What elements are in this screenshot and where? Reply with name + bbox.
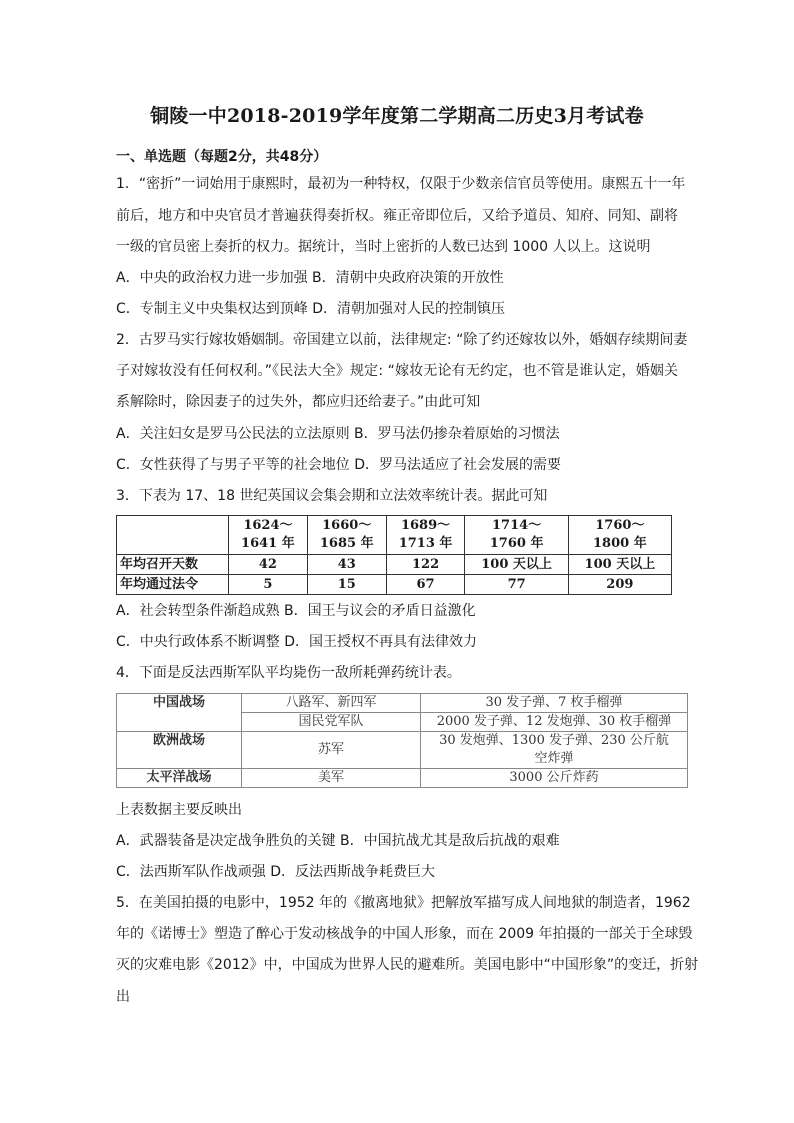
force-cell: 国民党军队 xyxy=(242,713,421,732)
area-china: 中国战场 xyxy=(117,694,242,732)
table-row xyxy=(117,555,672,575)
q2-options-cd[interactable]: C．女性获得了与男子平等的社会地位 D．罗马法适应了社会发展的需要 xyxy=(116,457,562,473)
table-cell: 42 xyxy=(229,555,308,575)
table-cell: 15 xyxy=(307,575,386,595)
parliament-table xyxy=(116,515,672,595)
table-cell: 122 xyxy=(386,555,465,575)
row-label: 年均通过法令 xyxy=(117,575,229,595)
ammo-cell: 30 发子弹、7 枚手榴弹 xyxy=(421,694,688,713)
area-europe: 欧洲战场 xyxy=(117,732,242,769)
table-cell: 77 xyxy=(465,575,568,595)
table-cell: 100 天以上 xyxy=(465,555,568,575)
q4-stem: 4．下面是反法西斯军队平均毙伤一敌所耗弹药统计表。 xyxy=(116,665,461,681)
q5-line-2: 年的《诺博士》塑造了醉心于发动核战争的中国人形象，而在 2009 年拍摄的一部关于全球毁 xyxy=(116,926,693,942)
table-header-cell: 1714～ 1760 年 xyxy=(465,516,568,555)
q3-options-cd[interactable]: C．中央行政体系不断调整 D．国王授权不再具有法律效力 xyxy=(116,634,478,650)
q3-stem: 3．下表为 17、18 世纪英国议会集会期和立法效率统计表。据此可知 xyxy=(116,488,548,504)
q4-options-cd[interactable]: C．法西斯军队作战顽强 D．反法西斯战争耗费巨大 xyxy=(116,864,436,880)
exam-title: 铜陵一中2018-2019学年度第二学期高二历史3月考试卷 xyxy=(150,105,644,127)
table-cell: 67 xyxy=(386,575,465,595)
q4-options-ab[interactable]: A．武器装备是决定战争胜负的关键 B．中国抗战尤其是敌后抗战的艰难 xyxy=(116,833,560,849)
q1-line-1: 1．“密折”一词始用于康熙时，最初为一种特权，仅限于少数亲信官员等使用。康熙五十一年 xyxy=(116,176,686,192)
table-corner-cell xyxy=(117,516,229,555)
q3-options-ab[interactable]: A．社会转型条件渐趋成熟 B．国王与议会的矛盾日益激化 xyxy=(116,603,476,619)
row-label: 年均召开天数 xyxy=(117,555,229,575)
q2-options-ab[interactable]: A．关注妇女是罗马公民法的立法原则 B．罗马法仍掺杂着原始的习惯法 xyxy=(116,426,560,442)
force-cell: 美军 xyxy=(242,769,421,788)
ammo-cell: 3000 公斤炸药 xyxy=(421,769,688,788)
force-cell: 八路军、新四军 xyxy=(242,694,421,713)
table-cell: 43 xyxy=(307,555,386,575)
force-cell: 苏军 xyxy=(242,732,421,769)
q1-options-ab[interactable]: A．中央的政治权力进一步加强 B．清朝中央政府决策的开放性 xyxy=(116,270,504,286)
q1-options-cd[interactable]: C．专制主义中央集权达到顶峰 D．清朝加强对人民的控制镇压 xyxy=(116,301,506,317)
q1-line-3: 一级的官员密上奏折的权力。据统计，当时上密折的人数已达到 1000 人以上。这说明 xyxy=(116,239,651,255)
table-row xyxy=(117,769,688,788)
q5-line-3: 灭的灾难电影《2012》中，中国成为世界人民的避难所。美国电影中“中国形象”的变迁，折射 xyxy=(116,957,699,973)
q2-line-1: 2．古罗马实行嫁妆婚姻制。帝国建立以前，法律规定: “除了约还嫁妆以外，婚姻存续期间妻 xyxy=(116,332,688,348)
q5-line-4: 出 xyxy=(116,989,130,1005)
q2-line-3: 系解除时，除因妻子的过失外，都应归还给妻子。”由此可知 xyxy=(116,394,481,410)
table-cell: 5 xyxy=(229,575,308,595)
ammunition-table xyxy=(116,693,688,788)
table-cell: 209 xyxy=(568,575,671,595)
table-row xyxy=(117,694,688,713)
q1-line-2: 前后，地方和中央官员才普遍获得奏折权。雍正帝即位后，又给予道员、知府、同知、副将 xyxy=(116,208,678,224)
table-header-cell: 1660～ 1685 年 xyxy=(307,516,386,555)
table-header-cell: 1760～ 1800 年 xyxy=(568,516,671,555)
table-cell: 100 天以上 xyxy=(568,555,671,575)
ammo-cell: 30 发炮弹、1300 发子弹、230 公斤航 空炸弹 xyxy=(421,732,688,769)
q2-line-2: 子对嫁妆没有任何权利。”《民法大全》规定: “嫁妆无论有无约定，也不管是谁认定，婚姻关 xyxy=(116,363,678,379)
table-row xyxy=(117,575,672,595)
q5-line-1: 5．在美国拍摄的电影中，1952 年的《撤离地狱》把解放军描写成人间地狱的制造者，1962 xyxy=(116,895,691,911)
area-pacific: 太平洋战场 xyxy=(117,769,242,788)
q4-after-text: 上表数据主要反映出 xyxy=(116,802,242,818)
section-heading: 一、单选题（每题2分，共48分） xyxy=(116,149,328,165)
table-header-cell: 1624～ 1641 年 xyxy=(229,516,308,555)
table-header-row xyxy=(117,516,672,555)
table-row xyxy=(117,732,688,769)
ammo-cell: 2000 发子弹、12 发炮弹、30 枚手榴弹 xyxy=(421,713,688,732)
table-header-cell: 1689～ 1713 年 xyxy=(386,516,465,555)
